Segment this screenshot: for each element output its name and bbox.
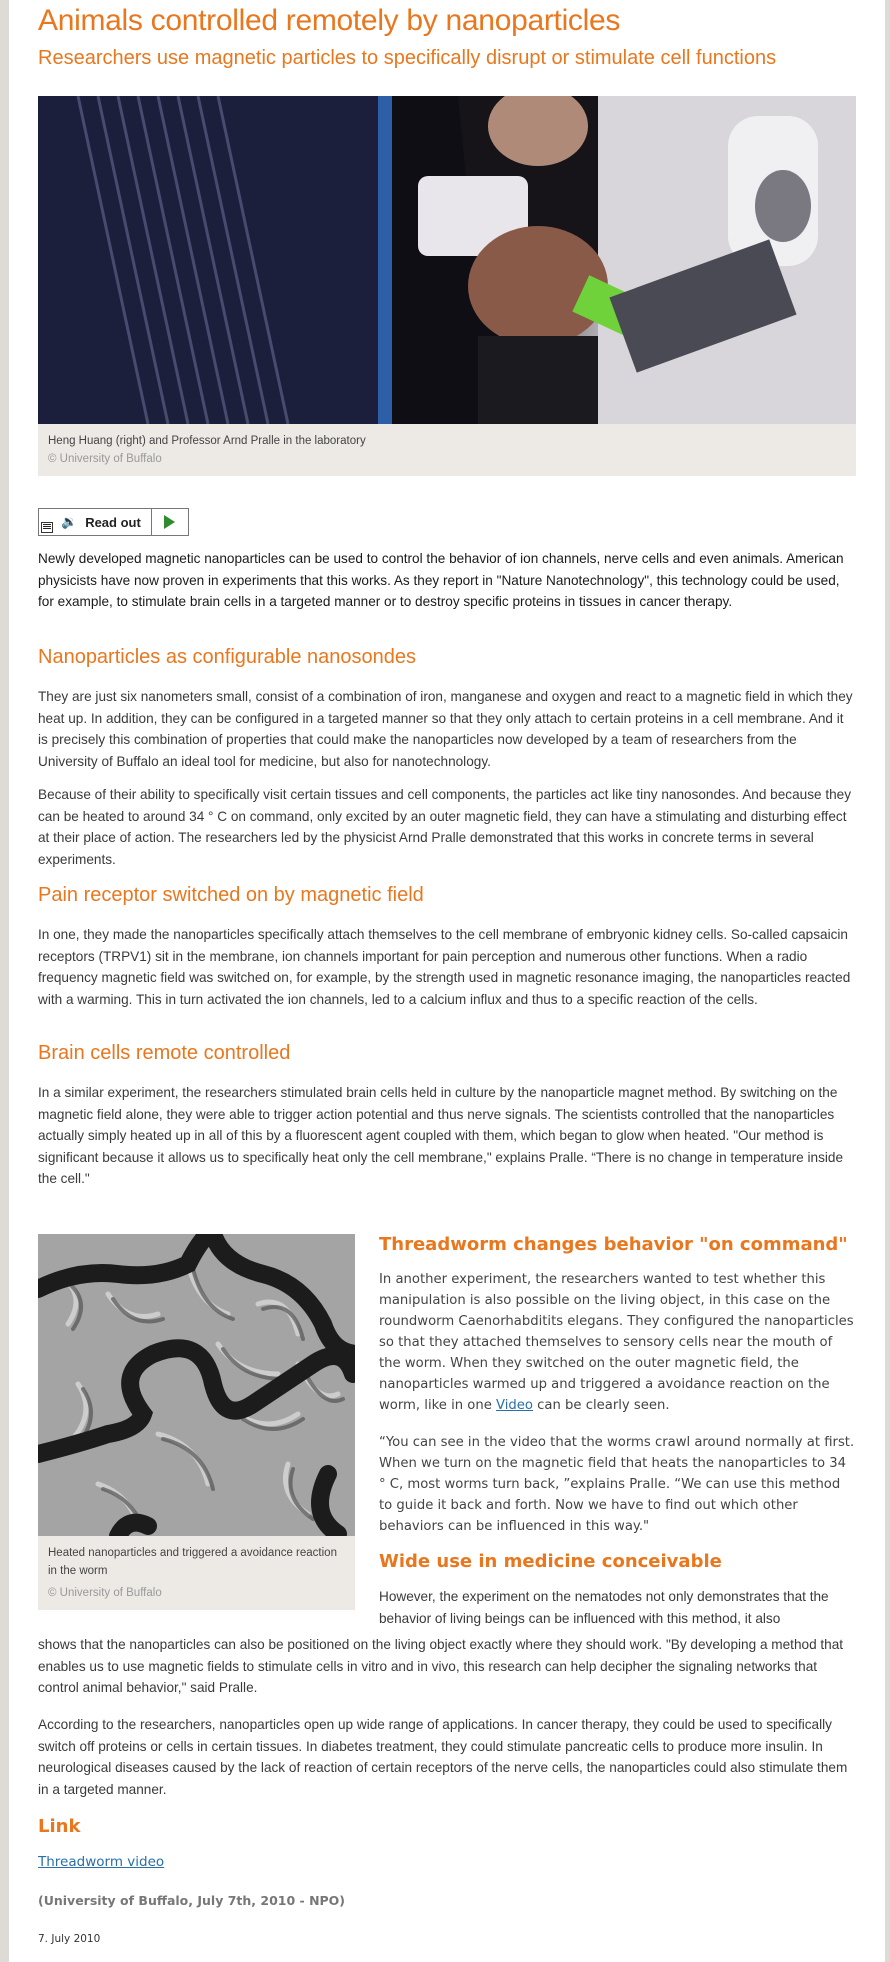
paragraph: Because of their ability to specifically visit certain tissues and cell components, the particles act like tiny nanosondes. And because they can be heated to around 34 ° C on command, only excited by an outer magnetic field, they can have a stimulating and disturbing effect at their place of action. The researchers led by the physicist Arnd Pralle demonstrated that this works in concrete terms in several experiments.: [38, 787, 852, 867]
section-heading: Brain cells remote controlled: [38, 1042, 291, 1064]
publish-date: 7. July 2010: [38, 1933, 101, 1945]
section-heading: Pain receptor switched on by magnetic field: [38, 884, 424, 906]
video-link[interactable]: Video: [496, 1398, 533, 1413]
caption-credit: © University of Buffalo: [48, 1587, 162, 1599]
source-note: (University of Buffalo, July 7th, 2010 - NPO): [38, 1893, 346, 1908]
paragraph: “You can see in the video that the worms crawl around normally at first. When we turn on the magnetic field that heats the nanoparticles to 34 ° C, most worms turn back, ”explains Pralle. “We can use this method to guide it back and forth. Now we have to find out which other behaviors can be influenced in this way.": [379, 1435, 855, 1534]
play-button[interactable]: [152, 509, 188, 535]
paragraph: According to the researchers, nanoparticles open up wide range of applications. In cancer therapy, they could be used to specifically switch off proteins or cells in certain tissues. In diabetes treatment, they could stimulate pancreatic cells to produce more insulin. In neurological diseases caused by the lack of reaction of certain receptors of the nerve cells, the nanoparticles could also stimulate them in a targeted manner.: [38, 1717, 848, 1797]
links-heading: Link: [38, 1816, 81, 1837]
caption-text: Heng Huang (right) and Professor Arnd Pralle in the laboratory: [48, 435, 366, 447]
paragraph: They are just six nanometers small, consist of a combination of iron, manganese and oxygen and react to a magnetic field in which they heat up. In addition, they can be configured in a targeted manner so that they only attach to certain proteins in a cell membrane. And it is precisely this combination of properties that could make the nanoparticles now developed by a team of researchers from the University of Buffalo an ideal tool for medicine, but also for nanotechnology.: [38, 689, 853, 769]
menu-icon[interactable]: [41, 522, 53, 533]
paragraph-text: can be clearly seen.: [532, 1398, 670, 1413]
read-out-button[interactable]: [39, 509, 152, 535]
paragraph: In one, they made the nanoparticles specifically attach themselves to the cell membrane of embryonic kidney cells. So-called capsaicin receptors (TRPV1) sit in the membrane, ion channels important for pain perception and numerous other functions. When a radio frequency magnetic field was switched on, for example, by the strength used in magnetic resonance imaging, the nanoparticles reacted with a warming. This in turn activated the ion channels, led to a calcium influx and thus to a specific reaction of the cells.: [38, 927, 851, 1007]
article-title: Animals controlled remotely by nanoparticles: [38, 4, 621, 37]
worm-photo: [38, 1234, 355, 1536]
caption-credit: © University of Buffalo: [48, 453, 162, 465]
read-out-widget: [38, 508, 189, 536]
caption-text: Heated nanoparticles and triggered a avoidance reaction in the worm: [48, 1547, 337, 1577]
section-heading: Nanoparticles as configurable nanosondes: [38, 646, 417, 668]
speaker-icon: 🔉: [61, 514, 78, 529]
lab-photo-figure: [38, 96, 856, 476]
lead-paragraph: Newly developed magnetic nanoparticles can be used to control the behavior of ion channels, nerve cells and even animals. American physicists have now proven in experiments that this works. As they report in "Nature Nanotechnology", this technology could be used, for example, to stimulate brain cells in a targeted manner or to destroy specific proteins in tissues in cancer therapy.: [38, 551, 844, 609]
threadworm-section: [379, 1234, 856, 1629]
article-subtitle: Researchers use magnetic particles to specifically disrupt or stimulate cell functions: [38, 47, 777, 69]
read-out-label: Read out: [85, 514, 141, 530]
threadworm-video-link[interactable]: Threadworm video: [38, 1854, 165, 1870]
section-heading: Threadworm changes behavior "on command": [379, 1234, 848, 1255]
worm-caption: [38, 1536, 355, 1610]
paragraph: [379, 1269, 856, 1416]
paragraph: However, the experiment on the nematodes not only demonstrates that the behavior of living beings can be influenced with this method, it also: [379, 1589, 829, 1626]
worm-photo-figure: [38, 1234, 355, 1610]
paragraph: In a similar experiment, the researchers stimulated brain cells held in culture by the nanoparticle magnet method. By switching on the magnetic field alone, they were able to trigger action potential and thus nerve signals. The scientists controlled that the nanoparticles actually simply heated up in all of this by a fluorescent agent coupled with them, which began to glow when heated. "Our method is significant because it allows us to specifically heat only the cell membrane," explains Pralle. “There is no change in temperature inside the cell.": [38, 1085, 844, 1186]
section-heading: Wide use in medicine conceivable: [379, 1551, 722, 1572]
play-icon: [164, 515, 175, 529]
page: [9, 0, 885, 1962]
lab-photo: [38, 96, 856, 424]
paragraph: shows that the nanoparticles can also be positioned on the living object exactly where they should work. "By developing a method that enables us to use magnetic fields to stimulate cells in vitro and in vivo, this research can help decipher the signaling networks that control animal behavior," said Pralle.: [38, 1637, 844, 1695]
paragraph-text: In another experiment, the researchers wanted to test whether this manipulation is also possible on the living object, in this case on the roundworm Caenorhabditits elegans. They configured the nanoparticles so that they attached themselves to sensory cells near the mouth of the worm. When they switched on the outer magnetic field, the nanoparticles warmed up and triggered a avoidance reaction on the worm, like in one: [379, 1272, 854, 1413]
photo-caption: [38, 424, 856, 476]
